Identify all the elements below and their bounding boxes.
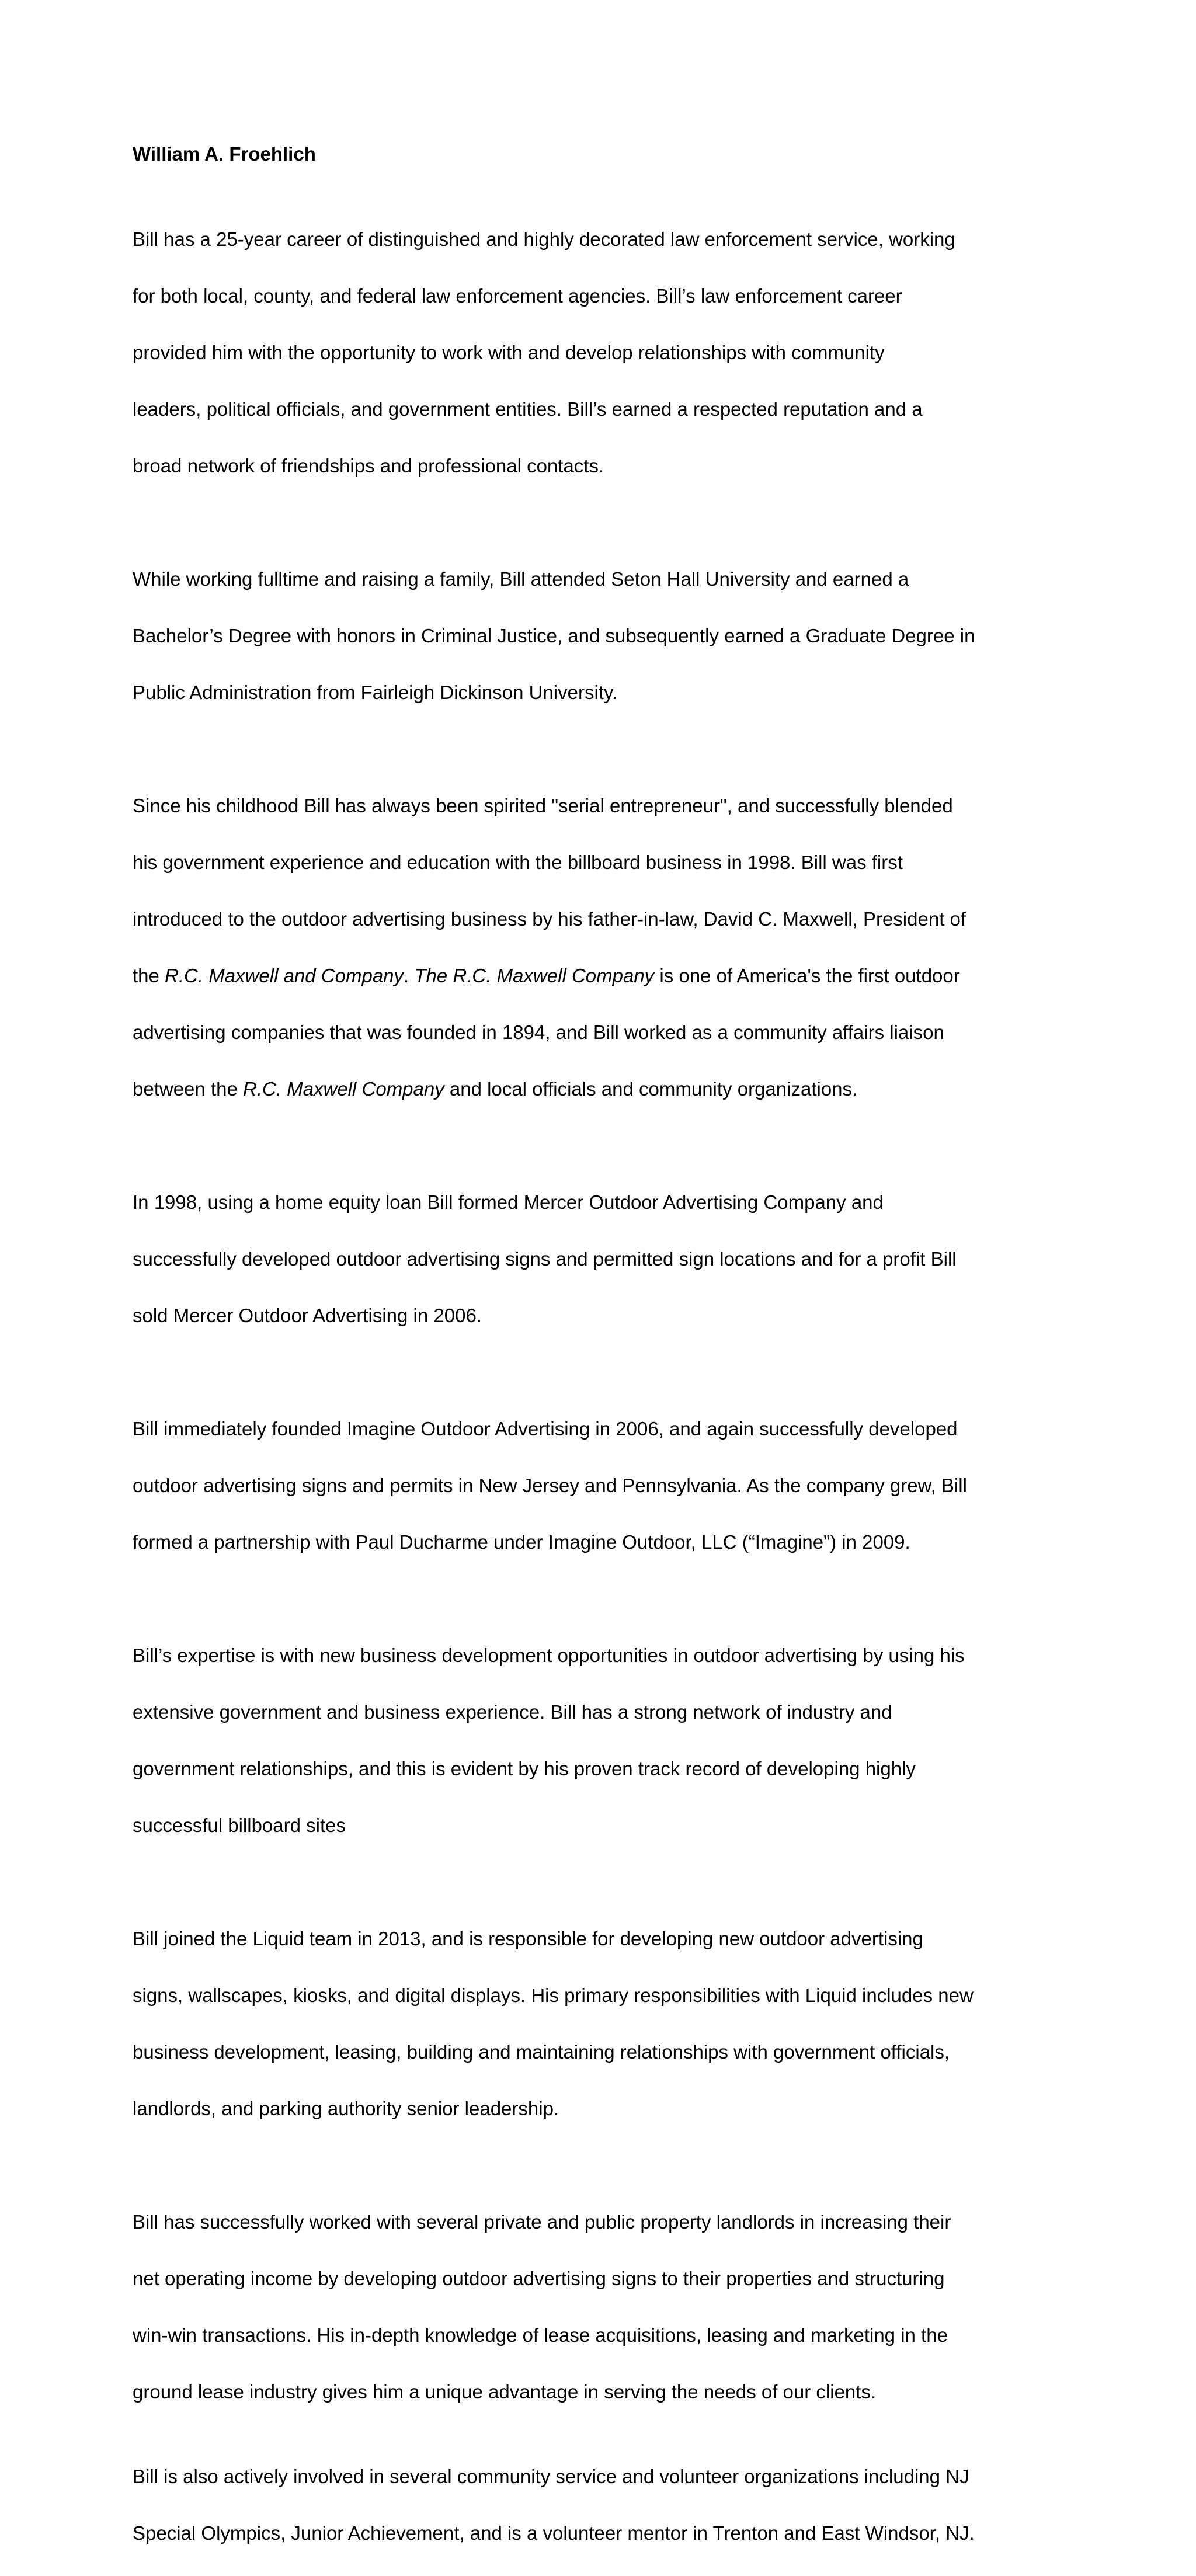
text-line: Bill has successfully worked with several private and public property landlords in increasing their	[133, 2208, 1096, 2237]
text-line: While working fulltime and raising a family, Bill attended Seton Hall University and earned a	[133, 565, 1096, 594]
company-name-italic: The R.C. Maxwell Company	[414, 965, 654, 986]
text-line: broad network of friendships and professional contacts.	[133, 452, 1096, 481]
text-line: In 1998, using a home equity loan Bill formed Mercer Outdoor Advertising Company and	[133, 1188, 1096, 1217]
text-line: introduced to the outdoor advertising business by his father-in-law, David C. Maxwell, President of	[133, 905, 1096, 934]
text-line: Bill immediately founded Imagine Outdoor Advertising in 2006, and again successfully developed	[133, 1415, 1096, 1444]
text-line: successful billboard sites	[133, 1812, 1096, 1840]
text-line: outdoor advertising signs and permits in New Jersey and Pennsylvania. As the company grew, Bill	[133, 1472, 1096, 1500]
text-line: Bill’s expertise is with new business development opportunities in outdoor advertising by using his	[133, 1642, 1096, 1670]
paragraph-expertise	[133, 1613, 1096, 1868]
text-line: landlords, and parking authority senior leadership.	[133, 2095, 1096, 2123]
text-line: Bill joined the Liquid team in 2013, and is responsible for developing new outdoor advertising	[133, 1925, 1096, 1953]
text-line: formed a partnership with Paul Ducharme under Imagine Outdoor, LLC (“Imagine”) in 2009.	[133, 1528, 1096, 1557]
text-line: Public Administration from Fairleigh Dickinson University.	[133, 679, 1096, 707]
text-line: ground lease industry gives him a unique advantage in serving the needs of our clients.	[133, 2378, 1096, 2407]
text-line: Special Olympics, Junior Achievement, and is a volunteer mentor in Trenton and East Windsor, NJ.	[133, 2519, 1096, 2548]
text-line: advertising companies that was founded in 1894, and Bill worked as a community affairs liaison	[133, 1018, 1096, 1047]
paragraph-landlords	[133, 2179, 1096, 2435]
paragraph-entrepreneur	[133, 763, 1096, 1132]
text-line: signs, wallscapes, kiosks, and digital displays. His primary responsibilities with Liquid includes new	[133, 1981, 1096, 2010]
paragraph-education	[133, 537, 1096, 735]
paragraph-imagine	[133, 1386, 1096, 1585]
text-line: government relationships, and this is evident by his proven track record of developing highly	[133, 1755, 1096, 1784]
document-body	[133, 140, 1096, 2576]
text-line: Bachelor’s Degree with honors in Criminal Justice, and subsequently earned a Graduate Degree in	[133, 622, 1096, 651]
text-line: successfully developed outdoor advertising signs and permitted sign locations and for a profit Bill	[133, 1245, 1096, 1274]
text-line: Bill has a 25-year career of distinguished and highly decorated law enforcement service, working	[133, 225, 1096, 254]
text-fragment: is one of America's the first outdoor	[654, 965, 960, 986]
text-fragment: the	[133, 965, 165, 986]
text-line: Bill is also actively involved in several community service and volunteer organizations including NJ	[133, 2463, 1096, 2491]
text-line: sold Mercer Outdoor Advertising in 2006.	[133, 1302, 1096, 1330]
paragraph-career	[133, 197, 1096, 509]
paragraph-liquid	[133, 1896, 1096, 2151]
text-line	[133, 962, 1096, 990]
text-line: for both local, county, and federal law enforcement agencies. Bill’s law enforcement career	[133, 282, 1096, 311]
text-line: extensive government and business experience. Bill has a strong network of industry and	[133, 1698, 1096, 1727]
text-line: win-win transactions. His in-depth knowledge of lease acquisitions, leasing and marketing in the	[133, 2321, 1096, 2350]
company-name-italic: R.C. Maxwell Company	[243, 1078, 444, 1100]
text-fragment: .	[404, 965, 414, 986]
text-line: net operating income by developing outdoor advertising signs to their properties and structuring	[133, 2265, 1096, 2293]
company-name-italic: R.C. Maxwell and Company	[165, 965, 404, 986]
text-fragment: and local officials and community organizations.	[444, 1078, 857, 1100]
paragraph-mercer	[133, 1160, 1096, 1358]
paragraph-community	[133, 2435, 1096, 2576]
text-fragment: between the	[133, 1078, 243, 1100]
text-line: business development, leasing, building and maintaining relationships with government officials,	[133, 2038, 1096, 2067]
text-line: leaders, political officials, and government entities. Bill’s earned a respected reputation and a	[133, 395, 1096, 424]
text-line: his government experience and education with the billboard business in 1998. Bill was first	[133, 849, 1096, 877]
document-title: William A. Froehlich	[133, 140, 1096, 169]
text-line: Since his childhood Bill has always been spirited "serial entrepreneur", and successfully blended	[133, 792, 1096, 821]
text-line: provided him with the opportunity to work with and develop relationships with community	[133, 339, 1096, 367]
text-line	[133, 1075, 1096, 1104]
